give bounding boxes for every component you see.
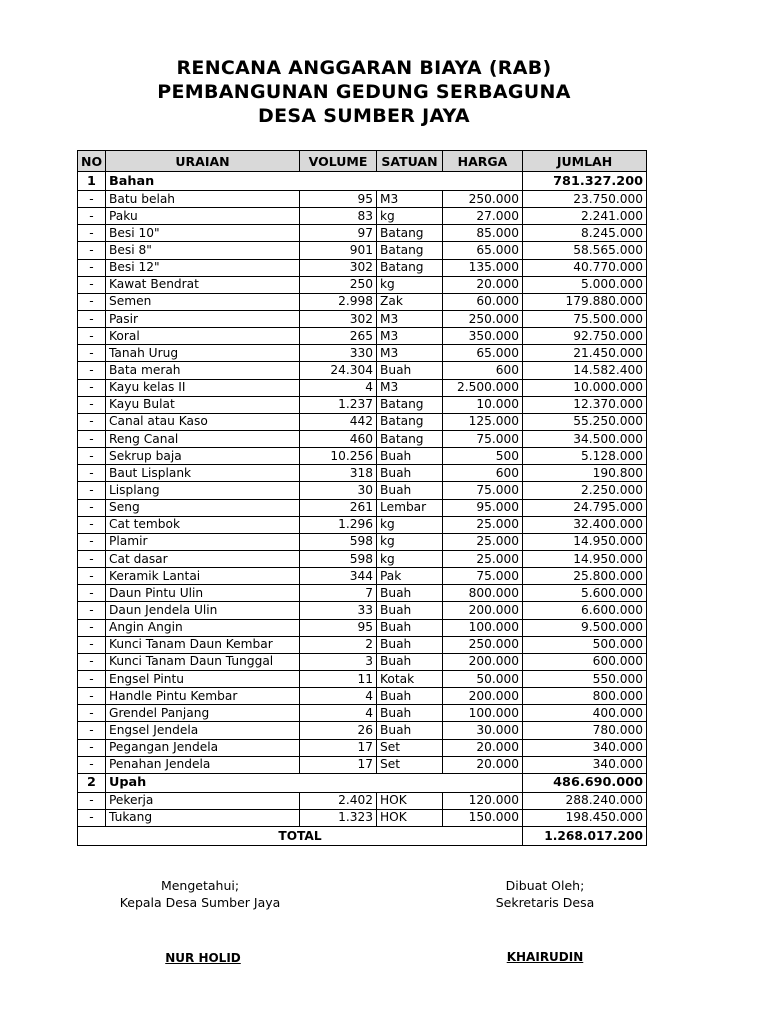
section-number: 1: [78, 172, 106, 191]
cell-harga: 30.000: [443, 722, 523, 739]
table-row: [78, 208, 647, 225]
cell-no: -: [78, 293, 106, 310]
cell-harga: 75.000: [443, 568, 523, 585]
cell-uraian: Grendel Panjang: [106, 705, 300, 722]
document-title-line3: DESA SUMBER JAYA: [258, 105, 470, 127]
cell-jumlah: 288.240.000: [523, 792, 647, 809]
cell-volume: 17: [300, 756, 377, 773]
left-signature-block: [100, 877, 300, 911]
cell-volume: 901: [300, 242, 377, 259]
cell-no: -: [78, 310, 106, 327]
cell-satuan: kg: [377, 550, 443, 567]
header-no: NO: [78, 151, 106, 172]
cell-jumlah: 12.370.000: [523, 396, 647, 413]
cell-harga: 75.000: [443, 482, 523, 499]
cell-no: -: [78, 430, 106, 447]
cell-no: -: [78, 396, 106, 413]
cell-harga: 85.000: [443, 225, 523, 242]
cell-satuan: M3: [377, 379, 443, 396]
header-volume: VOLUME: [300, 151, 377, 172]
cell-satuan: kg: [377, 208, 443, 225]
table-row: [78, 568, 647, 585]
table-row: [78, 276, 647, 293]
cell-jumlah: 25.800.000: [523, 568, 647, 585]
cell-jumlah: 780.000: [523, 722, 647, 739]
cell-no: -: [78, 362, 106, 379]
cell-no: -: [78, 602, 106, 619]
cell-harga: 250.000: [443, 636, 523, 653]
cell-no: -: [78, 259, 106, 276]
cell-no: -: [78, 413, 106, 430]
cell-volume: 17: [300, 739, 377, 756]
table-row: [78, 516, 647, 533]
cell-jumlah: 6.600.000: [523, 602, 647, 619]
cell-volume: 95: [300, 191, 377, 208]
section-name: Upah: [106, 773, 523, 792]
table-row: [78, 653, 647, 670]
cell-uraian: Kunci Tanam Daun Kembar: [106, 636, 300, 653]
cell-jumlah: 198.450.000: [523, 809, 647, 826]
cell-uraian: Semen: [106, 293, 300, 310]
cell-satuan: Buah: [377, 722, 443, 739]
cell-volume: 10.256: [300, 448, 377, 465]
right-signature-block: [445, 877, 645, 911]
cell-harga: 800.000: [443, 585, 523, 602]
cell-satuan: Batang: [377, 225, 443, 242]
cell-uraian: Paku: [106, 208, 300, 225]
total-row: [78, 827, 647, 846]
cell-no: -: [78, 568, 106, 585]
cell-volume: 24.304: [300, 362, 377, 379]
cell-uraian: Engsel Pintu: [106, 670, 300, 687]
cell-volume: 330: [300, 345, 377, 362]
cell-harga: 60.000: [443, 293, 523, 310]
cell-no: -: [78, 739, 106, 756]
cell-no: -: [78, 482, 106, 499]
cell-satuan: M3: [377, 345, 443, 362]
cell-harga: 100.000: [443, 619, 523, 636]
cell-jumlah: 10.000.000: [523, 379, 647, 396]
cell-uraian: Seng: [106, 499, 300, 516]
cell-uraian: Kayu Bulat: [106, 396, 300, 413]
table-row: [78, 310, 647, 327]
cell-satuan: Buah: [377, 619, 443, 636]
cell-no: -: [78, 191, 106, 208]
header-uraian: URAIAN: [106, 151, 300, 172]
table-row: [78, 482, 647, 499]
cell-satuan: kg: [377, 516, 443, 533]
cell-satuan: Buah: [377, 482, 443, 499]
cell-jumlah: 55.250.000: [523, 413, 647, 430]
cell-no: -: [78, 225, 106, 242]
cell-uraian: Besi 8": [106, 242, 300, 259]
table-row: [78, 379, 647, 396]
cell-harga: 350.000: [443, 328, 523, 345]
cell-no: -: [78, 756, 106, 773]
cell-jumlah: 14.950.000: [523, 550, 647, 567]
cell-no: -: [78, 722, 106, 739]
cell-no: -: [78, 533, 106, 550]
cell-volume: 95: [300, 619, 377, 636]
cell-volume: 598: [300, 533, 377, 550]
cell-uraian: Angin Angin: [106, 619, 300, 636]
cell-satuan: Kotak: [377, 670, 443, 687]
table-row: [78, 585, 647, 602]
section-subtotal: 486.690.000: [523, 773, 647, 792]
cell-harga: 65.000: [443, 242, 523, 259]
document-title-line2: PEMBANGUNAN GEDUNG SERBAGUNA: [157, 81, 571, 103]
cell-jumlah: 8.245.000: [523, 225, 647, 242]
cell-no: -: [78, 242, 106, 259]
table-row: [78, 602, 647, 619]
cell-volume: 261: [300, 499, 377, 516]
cell-satuan: Lembar: [377, 499, 443, 516]
cell-harga: 95.000: [443, 499, 523, 516]
cell-harga: 500: [443, 448, 523, 465]
cell-jumlah: 9.500.000: [523, 619, 647, 636]
cell-volume: 598: [300, 550, 377, 567]
cell-satuan: Buah: [377, 602, 443, 619]
cell-satuan: HOK: [377, 792, 443, 809]
section-name: Bahan: [106, 172, 523, 191]
cell-no: -: [78, 705, 106, 722]
cell-volume: 344: [300, 568, 377, 585]
cell-volume: 97: [300, 225, 377, 242]
cell-harga: 200.000: [443, 688, 523, 705]
table-row: [78, 705, 647, 722]
cell-volume: 4: [300, 688, 377, 705]
table-row: [78, 396, 647, 413]
cell-jumlah: 32.400.000: [523, 516, 647, 533]
cell-uraian: Cat dasar: [106, 550, 300, 567]
header-jumlah: JUMLAH: [523, 151, 647, 172]
cell-harga: 120.000: [443, 792, 523, 809]
cell-harga: 150.000: [443, 809, 523, 826]
cell-volume: 26: [300, 722, 377, 739]
total-value: 1.268.017.200: [523, 827, 647, 846]
cell-uraian: Cat tembok: [106, 516, 300, 533]
cell-uraian: Pekerja: [106, 792, 300, 809]
section-number: 2: [78, 773, 106, 792]
left-signature-line1: Mengetahui;: [160, 878, 240, 893]
cell-no: -: [78, 636, 106, 653]
cell-satuan: Buah: [377, 585, 443, 602]
cell-jumlah: 75.500.000: [523, 310, 647, 327]
cell-uraian: Lisplang: [106, 482, 300, 499]
table-row: [78, 670, 647, 687]
cell-volume: 3: [300, 653, 377, 670]
cell-satuan: M3: [377, 310, 443, 327]
cell-no: -: [78, 653, 106, 670]
cell-satuan: Buah: [377, 653, 443, 670]
cell-uraian: Tanah Urug: [106, 345, 300, 362]
cell-harga: 135.000: [443, 259, 523, 276]
cell-satuan: kg: [377, 276, 443, 293]
cell-jumlah: 340.000: [523, 739, 647, 756]
cell-satuan: Buah: [377, 465, 443, 482]
cell-uraian: Kayu kelas II: [106, 379, 300, 396]
cell-volume: 4: [300, 379, 377, 396]
cell-jumlah: 2.250.000: [523, 482, 647, 499]
cell-uraian: Baut Lisplank: [106, 465, 300, 482]
cell-satuan: M3: [377, 191, 443, 208]
cell-volume: 302: [300, 310, 377, 327]
cell-satuan: Batang: [377, 430, 443, 447]
table-row: [78, 242, 647, 259]
section-row: [78, 773, 647, 792]
cell-no: -: [78, 670, 106, 687]
cell-no: -: [78, 809, 106, 826]
right-signatory-name: KHAIRUDIN: [506, 950, 584, 964]
cell-volume: 250: [300, 276, 377, 293]
table-row: [78, 688, 647, 705]
cell-jumlah: 5.128.000: [523, 448, 647, 465]
cell-volume: 442: [300, 413, 377, 430]
cell-no: -: [78, 550, 106, 567]
cell-no: -: [78, 379, 106, 396]
table-body: [78, 172, 647, 846]
cell-harga: 125.000: [443, 413, 523, 430]
cell-volume: 4: [300, 705, 377, 722]
cell-jumlah: 550.000: [523, 670, 647, 687]
cell-no: -: [78, 448, 106, 465]
cell-jumlah: 340.000: [523, 756, 647, 773]
cell-uraian: Pegangan Jendela: [106, 739, 300, 756]
rab-table: [77, 150, 647, 846]
cell-jumlah: 600.000: [523, 653, 647, 670]
table-row: [78, 225, 647, 242]
right-signature-line2: Sekretaris Desa: [495, 895, 595, 910]
cell-harga: 25.000: [443, 516, 523, 533]
cell-harga: 600: [443, 362, 523, 379]
left-signatory-name: NUR HOLID: [165, 951, 241, 965]
cell-no: -: [78, 585, 106, 602]
cell-satuan: Batang: [377, 259, 443, 276]
cell-jumlah: 14.582.400: [523, 362, 647, 379]
cell-uraian: Canal atau Kaso: [106, 413, 300, 430]
cell-uraian: Daun Pintu Ulin: [106, 585, 300, 602]
cell-jumlah: 23.750.000: [523, 191, 647, 208]
cell-uraian: Engsel Jendela: [106, 722, 300, 739]
table-row: [78, 328, 647, 345]
total-label: TOTAL: [78, 827, 523, 846]
cell-uraian: Kawat Bendrat: [106, 276, 300, 293]
cell-uraian: Kunci Tanam Daun Tunggal: [106, 653, 300, 670]
cell-volume: 460: [300, 430, 377, 447]
cell-satuan: Set: [377, 756, 443, 773]
cell-no: -: [78, 208, 106, 225]
header-satuan: SATUAN: [377, 151, 443, 172]
cell-no: -: [78, 328, 106, 345]
table-row: [78, 293, 647, 310]
cell-jumlah: 58.565.000: [523, 242, 647, 259]
cell-satuan: Batang: [377, 413, 443, 430]
cell-harga: 200.000: [443, 653, 523, 670]
table-row: [78, 809, 647, 826]
table-row: [78, 722, 647, 739]
cell-satuan: Buah: [377, 636, 443, 653]
cell-harga: 20.000: [443, 739, 523, 756]
cell-harga: 27.000: [443, 208, 523, 225]
cell-jumlah: 21.450.000: [523, 345, 647, 362]
cell-satuan: Buah: [377, 362, 443, 379]
cell-harga: 20.000: [443, 756, 523, 773]
cell-uraian: Keramik Lantai: [106, 568, 300, 585]
cell-harga: 10.000: [443, 396, 523, 413]
cell-uraian: Sekrup baja: [106, 448, 300, 465]
table-row: [78, 550, 647, 567]
cell-volume: 33: [300, 602, 377, 619]
table-row: [78, 430, 647, 447]
cell-jumlah: 500.000: [523, 636, 647, 653]
cell-uraian: Penahan Jendela: [106, 756, 300, 773]
cell-satuan: Buah: [377, 688, 443, 705]
cell-uraian: Plamir: [106, 533, 300, 550]
cell-jumlah: 2.241.000: [523, 208, 647, 225]
cell-satuan: Set: [377, 739, 443, 756]
cell-satuan: Batang: [377, 242, 443, 259]
cell-uraian: Daun Jendela Ulin: [106, 602, 300, 619]
cell-volume: 2: [300, 636, 377, 653]
cell-volume: 30: [300, 482, 377, 499]
cell-jumlah: 34.500.000: [523, 430, 647, 447]
cell-volume: 11: [300, 670, 377, 687]
cell-no: -: [78, 465, 106, 482]
cell-satuan: HOK: [377, 809, 443, 826]
table-row: [78, 259, 647, 276]
cell-harga: 75.000: [443, 430, 523, 447]
cell-no: -: [78, 345, 106, 362]
cell-uraian: Besi 10": [106, 225, 300, 242]
cell-satuan: Batang: [377, 396, 443, 413]
table-row: [78, 362, 647, 379]
cell-volume: 2.402: [300, 792, 377, 809]
cell-harga: 100.000: [443, 705, 523, 722]
right-signature-line1: Dibuat Oleh;: [505, 878, 585, 893]
cell-no: -: [78, 792, 106, 809]
cell-harga: 65.000: [443, 345, 523, 362]
cell-volume: 265: [300, 328, 377, 345]
cell-volume: 318: [300, 465, 377, 482]
cell-uraian: Bata merah: [106, 362, 300, 379]
table-row: [78, 413, 647, 430]
cell-no: -: [78, 619, 106, 636]
cell-volume: 1.237: [300, 396, 377, 413]
table-row: [78, 636, 647, 653]
cell-harga: 200.000: [443, 602, 523, 619]
cell-jumlah: 179.880.000: [523, 293, 647, 310]
cell-volume: 2.998: [300, 293, 377, 310]
cell-no: -: [78, 688, 106, 705]
cell-jumlah: 92.750.000: [523, 328, 647, 345]
table-row: [78, 792, 647, 809]
cell-harga: 25.000: [443, 550, 523, 567]
cell-harga: 20.000: [443, 276, 523, 293]
cell-volume: 1.323: [300, 809, 377, 826]
cell-uraian: Besi 12": [106, 259, 300, 276]
table-row: [78, 499, 647, 516]
cell-jumlah: 190.800: [523, 465, 647, 482]
cell-uraian: Koral: [106, 328, 300, 345]
cell-harga: 250.000: [443, 310, 523, 327]
cell-no: -: [78, 499, 106, 516]
cell-harga: 600: [443, 465, 523, 482]
header-harga: HARGA: [443, 151, 523, 172]
cell-volume: 83: [300, 208, 377, 225]
table-row: [78, 756, 647, 773]
cell-jumlah: 800.000: [523, 688, 647, 705]
left-signature-line2: Kepala Desa Sumber Jaya: [119, 895, 281, 910]
cell-jumlah: 5.600.000: [523, 585, 647, 602]
cell-volume: 1.296: [300, 516, 377, 533]
cell-harga: 25.000: [443, 533, 523, 550]
cell-satuan: Zak: [377, 293, 443, 310]
cell-no: -: [78, 276, 106, 293]
cell-uraian: Reng Canal: [106, 430, 300, 447]
cell-satuan: M3: [377, 328, 443, 345]
section-row: [78, 172, 647, 191]
table-row: [78, 739, 647, 756]
cell-jumlah: 5.000.000: [523, 276, 647, 293]
cell-no: -: [78, 516, 106, 533]
cell-satuan: kg: [377, 533, 443, 550]
cell-satuan: Buah: [377, 705, 443, 722]
cell-jumlah: 400.000: [523, 705, 647, 722]
cell-jumlah: 14.950.000: [523, 533, 647, 550]
table-row: [78, 345, 647, 362]
cell-uraian: Pasir: [106, 310, 300, 327]
table-row: [78, 448, 647, 465]
cell-volume: 7: [300, 585, 377, 602]
section-subtotal: 781.327.200: [523, 172, 647, 191]
cell-volume: 302: [300, 259, 377, 276]
cell-uraian: Handle Pintu Kembar: [106, 688, 300, 705]
cell-jumlah: 24.795.000: [523, 499, 647, 516]
cell-jumlah: 40.770.000: [523, 259, 647, 276]
table-row: [78, 533, 647, 550]
cell-satuan: Buah: [377, 448, 443, 465]
document-title-line1: RENCANA ANGGARAN BIAYA (RAB): [176, 57, 552, 79]
cell-harga: 2.500.000: [443, 379, 523, 396]
table-row: [78, 619, 647, 636]
table-row: [78, 465, 647, 482]
table-row: [78, 191, 647, 208]
cell-uraian: Tukang: [106, 809, 300, 826]
cell-uraian: Batu belah: [106, 191, 300, 208]
cell-satuan: Pak: [377, 568, 443, 585]
table-header: [78, 151, 647, 172]
cell-harga: 250.000: [443, 191, 523, 208]
cell-harga: 50.000: [443, 670, 523, 687]
